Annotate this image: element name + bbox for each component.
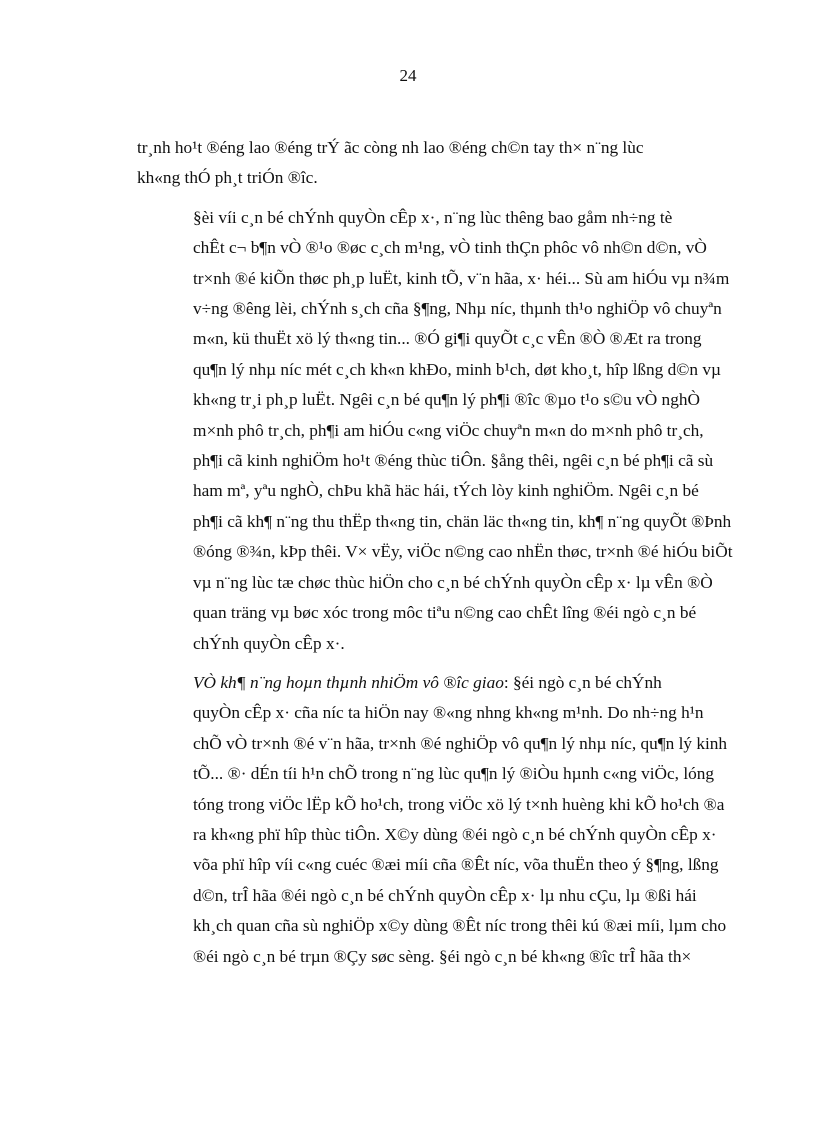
text-line: d©n, trÎ hãa ®éi ngò c¸n bé chÝnh quyÒn cÊp x· lµ nhu cÇu, lµ ®ßi hái <box>193 885 697 905</box>
paragraph-2 <box>137 203 741 659</box>
text-line-rest: : §éi ngò c¸n bé chÝnh <box>503 672 662 692</box>
text-line: tr×nh ®é kiÕn thøc ph¸p luËt, kinh tÕ, v¨n hãa, x· héi... Sù am hiÓu vµ n¾m <box>193 268 730 288</box>
text-line: §èi víi c¸n bé chÝnh quyÒn cÊp x·, n¨ng lùc thêng bao gåm nh÷ng tè <box>193 207 673 227</box>
text-line: võa phï hîp víi c«ng cuéc ®æi míi cña ®Êt níc, võa thuËn theo ý §¶ng, lßng <box>193 855 719 875</box>
body-text <box>137 133 741 972</box>
paragraph-lead-italic: VÒ kh¶ n¨ng hoµn thµnh nhiÖm vô ®îc giao <box>193 672 504 692</box>
text-line: kh«ng thÓ ph¸t triÓn ®îc. <box>137 168 318 188</box>
text-line: quan träng vµ bøc xóc trong môc tiªu n©ng cao chÊt lîng ®éi ngò c¸n bé <box>193 603 697 623</box>
text-line: ®éi ngò c¸n bé trµn ®Çy søc sèng. §éi ngò c¸n bé kh«ng ®îc trÎ hãa th× <box>193 946 692 966</box>
text-line: quyÒn cÊp x· cña níc ta hiÖn nay ®«ng nhng kh«ng m¹nh. Do nh÷ng h¹n <box>193 703 704 723</box>
text-line: tr¸nh ho¹t ®éng lao ®éng trÝ ãc còng nh lao ®éng ch©n tay th× n¨ng lùc <box>137 138 644 157</box>
text-line: chÕ vÒ tr×nh ®é v¨n hãa, tr×nh ®é nghiÖp vô qu¶n lý nhµ níc, qu¶n lý kinh <box>193 733 728 753</box>
text-line: kh¸ch quan cña sù nghiÖp x©y dùng ®Êt níc trong thêi kú ®æi míi, lµm cho <box>193 916 727 936</box>
text-line: tÕ... ®· dÉn tíi h¹n chÕ trong n¨ng lùc qu¶n lý ®iÒu hµnh c«ng viÖc, lóng <box>193 764 715 784</box>
text-line: chÝnh quyÒn cÊp x·. <box>193 633 345 653</box>
text-line: v÷ng ®êng lèi, chÝnh s¸ch cña §¶ng, Nhµ níc, thµnh th¹o nghiÖp vô chuyªn <box>193 299 722 319</box>
text-line: kh«ng tr¸i ph¸p luËt. Ngêi c¸n bé qu¶n lý ph¶i ®îc ®µo t¹o s©u vÒ nghÒ <box>193 390 700 410</box>
text-line: vµ n¨ng lùc tæ chøc thùc hiÖn cho c¸n bé chÝnh quyÒn cÊp x· lµ vÊn ®Ò <box>193 572 713 592</box>
paragraph-3 <box>137 668 741 972</box>
text-line: m×nh phô tr¸ch, ph¶i am hiÓu c«ng viÖc chuyªn m«n do m×nh phô tr¸ch, <box>193 420 704 440</box>
text-line: ham mª, yªu nghÒ, chÞu khã häc hái, tÝch lòy kinh nghiÖm. Ngêi c¸n bé <box>193 481 699 501</box>
text-line: qu¶n lý nhµ níc mét c¸ch kh«n khÐo, minh b¹ch, døt kho¸t, hîp lßng d©n vµ <box>193 359 721 379</box>
page-number: 24 <box>399 66 417 85</box>
paragraph-1 <box>137 133 741 194</box>
text-line: ®óng ®¾n, kÞp thêi. V× vËy, viÖc n©ng cao nhËn thøc, tr×nh ®é hiÓu biÕt <box>193 542 733 562</box>
text-line: tóng trong viÖc lËp kÕ ho¹ch, trong viÖc xö lý t×nh huèng khi kÕ ho¹ch ®a <box>193 794 725 814</box>
text-line <box>137 668 741 698</box>
text-line: m«n, kü thuËt xö lý th«ng tin... ®Ó gi¶i quyÕt c¸c vÊn ®Ò ®Æt ra trong <box>193 329 702 349</box>
text-line: ph¶i cã kinh nghiÖm ho¹t ®éng thùc tiÔn. §ång thêi, ngêi c¸n bé ph¶i cã sù <box>193 451 714 471</box>
text-line: ra kh«ng phï hîp thùc tiÔn. X©y dùng ®éi ngò c¸n bé chÝnh quyÒn cÊp x· <box>193 824 717 844</box>
text-line: chÊt c¬ b¶n vÒ ®¹o ®øc c¸ch m¹ng, vÒ tinh thÇn phôc vô nh©n d©n, vÒ <box>193 238 707 258</box>
text-line: ph¶i cã kh¶ n¨ng thu thËp th«ng tin, chän läc th«ng tin, kh¶ n¨ng quyÕt ®Þnh <box>193 511 732 531</box>
